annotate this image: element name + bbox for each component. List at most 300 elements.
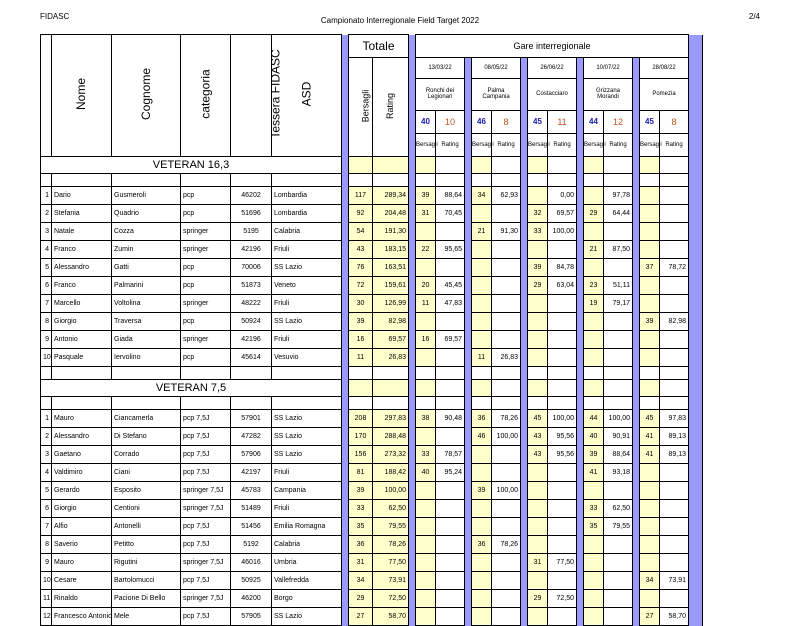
gara-rating-value xyxy=(660,349,689,367)
spacer xyxy=(342,608,349,626)
gara-rating-value xyxy=(604,259,633,277)
spacer xyxy=(689,367,703,380)
empty-cell xyxy=(52,174,112,187)
spacer xyxy=(577,205,584,223)
spacer xyxy=(409,446,416,464)
spacer xyxy=(465,608,472,626)
gara-rating-value: 100,00 xyxy=(548,410,577,428)
spacer xyxy=(342,380,349,397)
gara-bersagli xyxy=(640,500,660,518)
col-header-tessera xyxy=(231,35,283,157)
spacer xyxy=(409,349,416,367)
empty-cell xyxy=(640,397,660,410)
gara-bersagli: 44 xyxy=(584,410,604,428)
spacer xyxy=(633,241,640,259)
empty-cell xyxy=(416,174,436,187)
gara-rating-value xyxy=(436,223,465,241)
empty-cell xyxy=(41,397,52,410)
rank: 11 xyxy=(41,590,52,608)
table-row xyxy=(41,464,703,482)
empty-cell xyxy=(492,157,521,174)
spacer xyxy=(342,397,349,410)
empty-cell xyxy=(181,174,231,187)
spacer xyxy=(633,349,640,367)
spacer xyxy=(409,590,416,608)
gara-date: 10/07/22 xyxy=(584,58,633,79)
gara-rating-value: 62,93 xyxy=(492,187,521,205)
spacer xyxy=(689,331,703,349)
table-row xyxy=(41,554,703,572)
empty-cell xyxy=(52,367,112,380)
spacer xyxy=(465,536,472,554)
empty-cell xyxy=(41,367,52,380)
empty-cell xyxy=(436,174,465,187)
totale-bersagli: 170 xyxy=(349,428,373,446)
spacer xyxy=(633,187,640,205)
cognome: Zumin xyxy=(112,241,181,259)
col-header-gare: Gare interregionale xyxy=(416,35,689,58)
gara-rating-value xyxy=(436,259,465,277)
nome: Franco xyxy=(52,241,112,259)
gara-rating-value xyxy=(492,590,521,608)
spacer xyxy=(409,277,416,295)
spacer xyxy=(689,187,703,205)
spacer xyxy=(465,590,472,608)
spacer xyxy=(521,410,528,428)
gara-bersagli xyxy=(472,241,492,259)
spacer xyxy=(633,500,640,518)
totale-rating: 77,50 xyxy=(373,554,409,572)
spacer xyxy=(465,410,472,428)
asd: SS Lazio xyxy=(272,410,342,428)
categoria: pcp 7,5J xyxy=(181,518,231,536)
empty-cell xyxy=(584,367,604,380)
spacer xyxy=(409,295,416,313)
gara-rating-value: 88,64 xyxy=(604,446,633,464)
spacer xyxy=(409,500,416,518)
tessera: 46200 xyxy=(231,590,272,608)
spacer xyxy=(577,428,584,446)
gara-max-bersagli: 45 xyxy=(528,110,548,133)
gara-rating-value: 73,91 xyxy=(660,572,689,590)
cognome: Antonelli xyxy=(112,518,181,536)
gara-bersagli xyxy=(584,536,604,554)
spacer xyxy=(577,380,584,397)
empty-cell xyxy=(492,380,521,397)
spacer xyxy=(689,608,703,626)
totale-rating: 297,83 xyxy=(373,410,409,428)
empty-cell xyxy=(548,367,577,380)
gara-bersagli xyxy=(528,241,548,259)
spacer xyxy=(342,241,349,259)
spacer xyxy=(577,410,584,428)
spacer xyxy=(521,464,528,482)
cognome: Centioni xyxy=(112,500,181,518)
gara-rating-value xyxy=(548,572,577,590)
gara-rating-value xyxy=(436,572,465,590)
totale-rating: 289,34 xyxy=(373,187,409,205)
gara-rating-value: 100,00 xyxy=(548,223,577,241)
empty-cell xyxy=(231,367,272,380)
gara-sub-rating: Rating xyxy=(604,133,633,156)
gara-place: Palma Campania xyxy=(472,79,521,111)
spacer xyxy=(521,446,528,464)
totale-bersagli: 30 xyxy=(349,295,373,313)
spacer xyxy=(689,554,703,572)
gara-bersagli: 31 xyxy=(528,554,548,572)
asd: Borgo xyxy=(272,590,342,608)
gara-bersagli xyxy=(472,205,492,223)
spacer xyxy=(465,446,472,464)
spacer xyxy=(633,608,640,626)
totale-bersagli: 76 xyxy=(349,259,373,277)
cognome: Traversa xyxy=(112,313,181,331)
spacer xyxy=(689,572,703,590)
nome: Stefania xyxy=(52,205,112,223)
gara-rating-value xyxy=(436,554,465,572)
spacer xyxy=(409,223,416,241)
asd: Vesuvio xyxy=(272,349,342,367)
cognome: Esposito xyxy=(112,482,181,500)
nome: Natale xyxy=(52,223,112,241)
empty-cell xyxy=(373,174,409,187)
totale-bersagli: 16 xyxy=(349,331,373,349)
spacer xyxy=(577,518,584,536)
totale-rating: 183,15 xyxy=(373,241,409,259)
col-header-bersagli-label: Bersagli xyxy=(360,89,371,123)
empty-cell xyxy=(436,380,465,397)
gara-rating-value: 97,78 xyxy=(604,187,633,205)
gara-rating-value xyxy=(548,482,577,500)
gara-bersagli: 21 xyxy=(472,223,492,241)
gara-bersagli xyxy=(416,518,436,536)
cell xyxy=(373,380,409,397)
cognome: Ciani xyxy=(112,464,181,482)
totale-rating: 126,99 xyxy=(373,295,409,313)
tessera: 48222 xyxy=(231,295,272,313)
gara-bersagli xyxy=(472,608,492,626)
empty-cell xyxy=(528,174,548,187)
spacer xyxy=(465,174,472,187)
spacer xyxy=(465,572,472,590)
gara-bersagli: 37 xyxy=(640,259,660,277)
spacer xyxy=(689,428,703,446)
spacer xyxy=(689,464,703,482)
rank: 2 xyxy=(41,205,52,223)
table-row xyxy=(41,205,703,223)
empty-cell xyxy=(181,397,231,410)
categoria: springer xyxy=(181,295,231,313)
table-row xyxy=(41,536,703,554)
empty-cell xyxy=(112,174,181,187)
totale-rating: 188,42 xyxy=(373,464,409,482)
totale-rating: 58,70 xyxy=(373,608,409,626)
spacer xyxy=(577,482,584,500)
empty-cell xyxy=(528,397,548,410)
gara-rating-value: 58,70 xyxy=(660,608,689,626)
spacer xyxy=(689,35,703,157)
gara-bersagli xyxy=(640,241,660,259)
spacer xyxy=(409,313,416,331)
gara-bersagli: 16 xyxy=(416,331,436,349)
gara-rating-value: 88,64 xyxy=(436,187,465,205)
gara-rating-value xyxy=(660,500,689,518)
spacer xyxy=(409,518,416,536)
tessera: 42196 xyxy=(231,331,272,349)
gara-bersagli xyxy=(528,313,548,331)
gara-rating-value xyxy=(548,331,577,349)
spacer xyxy=(633,223,640,241)
asd: Calabria xyxy=(272,223,342,241)
gara-bersagli: 33 xyxy=(584,500,604,518)
nome: Saverio xyxy=(52,536,112,554)
spacer xyxy=(577,554,584,572)
gara-rating-value xyxy=(660,187,689,205)
spacer xyxy=(633,380,640,397)
spacer xyxy=(409,608,416,626)
empty-cell xyxy=(604,397,633,410)
gara-rating-value: 100,00 xyxy=(492,428,521,446)
empty-cell xyxy=(349,397,373,410)
spacer xyxy=(342,35,349,157)
gara-rating-value xyxy=(436,313,465,331)
gara-bersagli xyxy=(640,277,660,295)
col-header-categoria xyxy=(181,35,231,157)
gara-rating-value: 90,91 xyxy=(604,428,633,446)
totale-rating: 79,55 xyxy=(373,518,409,536)
gara-bersagli xyxy=(528,536,548,554)
gara-bersagli: 19 xyxy=(584,295,604,313)
gara-bersagli: 34 xyxy=(640,572,660,590)
spacer xyxy=(689,410,703,428)
spacer xyxy=(633,590,640,608)
spacer xyxy=(465,277,472,295)
spacer xyxy=(521,313,528,331)
col-header-tessera-label: Tessera FIDASC xyxy=(268,49,283,139)
empty-cell xyxy=(492,367,521,380)
gara-rating-value xyxy=(660,331,689,349)
gara-rating-value xyxy=(548,349,577,367)
table-row xyxy=(41,482,703,500)
nome: Giorgio xyxy=(52,313,112,331)
totale-bersagli: 39 xyxy=(349,482,373,500)
spacer xyxy=(521,241,528,259)
rank: 9 xyxy=(41,554,52,572)
gara-rating-value xyxy=(492,295,521,313)
gara-rating-value xyxy=(436,536,465,554)
spacer xyxy=(577,157,584,174)
empty-cell xyxy=(584,157,604,174)
spacer xyxy=(633,428,640,446)
categoria: pcp xyxy=(181,259,231,277)
rank: 1 xyxy=(41,410,52,428)
asd: Friuli xyxy=(272,295,342,313)
gara-bersagli xyxy=(584,313,604,331)
spacer xyxy=(409,572,416,590)
spacer xyxy=(577,349,584,367)
gara-rating-value: 63,04 xyxy=(548,277,577,295)
gara-bersagli xyxy=(528,500,548,518)
totale-bersagli: 117 xyxy=(349,187,373,205)
empty-cell xyxy=(181,367,231,380)
spacer xyxy=(521,608,528,626)
gara-rating-value: 79,55 xyxy=(604,518,633,536)
table-row xyxy=(41,410,703,428)
categoria: pcp 7,5J xyxy=(181,536,231,554)
table-row xyxy=(41,241,703,259)
spacer xyxy=(689,241,703,259)
rank: 5 xyxy=(41,259,52,277)
gara-bersagli: 34 xyxy=(472,187,492,205)
gara-sub-rating: Rating xyxy=(436,133,465,156)
gara-rating-value xyxy=(604,223,633,241)
table-row xyxy=(41,187,703,205)
asd: SS Lazio xyxy=(272,313,342,331)
empty-cell xyxy=(472,380,492,397)
gara-bersagli: 21 xyxy=(584,241,604,259)
spacer xyxy=(465,295,472,313)
gara-bersagli xyxy=(416,482,436,500)
empty-cell xyxy=(272,367,342,380)
spacer xyxy=(577,313,584,331)
table-row xyxy=(41,259,703,277)
gara-bersagli: 31 xyxy=(416,205,436,223)
gara-rating-value xyxy=(660,464,689,482)
gara-bersagli xyxy=(584,572,604,590)
col-header-empty xyxy=(41,35,52,157)
gara-rating-value xyxy=(660,241,689,259)
categoria: pcp 7,5J xyxy=(181,446,231,464)
spacer xyxy=(521,349,528,367)
gara-rating-value xyxy=(604,313,633,331)
gara-rating-value: 100,00 xyxy=(604,410,633,428)
spacer xyxy=(342,367,349,380)
spacer xyxy=(521,187,528,205)
empty-cell xyxy=(640,157,660,174)
empty-cell xyxy=(231,174,272,187)
rank: 1 xyxy=(41,187,52,205)
gara-rating-value: 84,78 xyxy=(548,259,577,277)
spacer xyxy=(577,500,584,518)
categoria: springer 7,5J xyxy=(181,590,231,608)
gara-bersagli xyxy=(416,608,436,626)
gara-bersagli: 45 xyxy=(528,410,548,428)
gara-bersagli: 32 xyxy=(528,205,548,223)
gara-sub-bersagli: Bersagli xyxy=(584,133,604,156)
empty-cell xyxy=(660,380,689,397)
asd: Friuli xyxy=(272,241,342,259)
rank: 8 xyxy=(41,313,52,331)
empty-cell xyxy=(416,157,436,174)
empty-cell xyxy=(272,397,342,410)
gara-bersagli: 20 xyxy=(416,277,436,295)
gara-rating-value: 78,72 xyxy=(660,259,689,277)
gara-rating-value xyxy=(660,295,689,313)
categoria: pcp 7,5J xyxy=(181,428,231,446)
spacer xyxy=(633,277,640,295)
empty-cell xyxy=(112,397,181,410)
spacer xyxy=(521,536,528,554)
totale-bersagli: 29 xyxy=(349,590,373,608)
gara-rating: 8 xyxy=(660,110,689,133)
gara-rating-value: 95,65 xyxy=(436,241,465,259)
empty-cell xyxy=(528,157,548,174)
spacer xyxy=(689,223,703,241)
spacer xyxy=(577,174,584,187)
spacer xyxy=(342,554,349,572)
spacer xyxy=(633,259,640,277)
totale-bersagli: 81 xyxy=(349,464,373,482)
nome: Alfio xyxy=(52,518,112,536)
categoria: pcp 7,5J xyxy=(181,410,231,428)
gara-rating-value xyxy=(604,608,633,626)
spacer xyxy=(465,482,472,500)
spacer xyxy=(633,572,640,590)
gara-rating-value xyxy=(660,205,689,223)
gara-bersagli xyxy=(416,554,436,572)
spacer xyxy=(342,464,349,482)
gara-bersagli: 46 xyxy=(472,428,492,446)
rank: 3 xyxy=(41,223,52,241)
asd: Calabria xyxy=(272,536,342,554)
rank: 7 xyxy=(41,518,52,536)
spacer xyxy=(521,397,528,410)
gara-rating-value xyxy=(492,331,521,349)
empty-cell xyxy=(52,397,112,410)
spacer xyxy=(465,428,472,446)
gara-rating-value xyxy=(548,295,577,313)
table-row xyxy=(41,223,703,241)
gara-bersagli: 43 xyxy=(528,428,548,446)
gara-rating-value xyxy=(548,536,577,554)
gara-rating-value xyxy=(660,482,689,500)
empty-cell xyxy=(436,367,465,380)
gara-bersagli xyxy=(472,446,492,464)
empty-cell xyxy=(416,397,436,410)
gara-rating-value xyxy=(604,572,633,590)
gara-bersagli: 33 xyxy=(416,446,436,464)
gara-bersagli xyxy=(416,536,436,554)
gara-bersagli: 45 xyxy=(640,410,660,428)
gara-rating-value xyxy=(492,518,521,536)
gara-bersagli xyxy=(472,572,492,590)
spacer xyxy=(342,518,349,536)
asd: Friuli xyxy=(272,331,342,349)
empty-cell xyxy=(349,174,373,187)
gara-bersagli: 39 xyxy=(416,187,436,205)
tessera: 47282 xyxy=(231,428,272,446)
spacer xyxy=(521,500,528,518)
gara-rating-value: 89,13 xyxy=(660,428,689,446)
gara-rating-value: 97,83 xyxy=(660,410,689,428)
table-row xyxy=(41,446,703,464)
gara-bersagli xyxy=(416,590,436,608)
spacer xyxy=(465,205,472,223)
gara-rating-value: 91,30 xyxy=(492,223,521,241)
gara-bersagli: 41 xyxy=(640,428,660,446)
gara-rating-value xyxy=(548,313,577,331)
nome: Franco xyxy=(52,277,112,295)
spacer xyxy=(342,157,349,174)
table-row xyxy=(41,572,703,590)
categoria: pcp 7,5J xyxy=(181,608,231,626)
gara-rating-value: 51,11 xyxy=(604,277,633,295)
spacer xyxy=(689,590,703,608)
gara-rating-value xyxy=(604,349,633,367)
nome: Valdimiro xyxy=(52,464,112,482)
gara-rating-value: 78,26 xyxy=(492,410,521,428)
table-row xyxy=(41,313,703,331)
